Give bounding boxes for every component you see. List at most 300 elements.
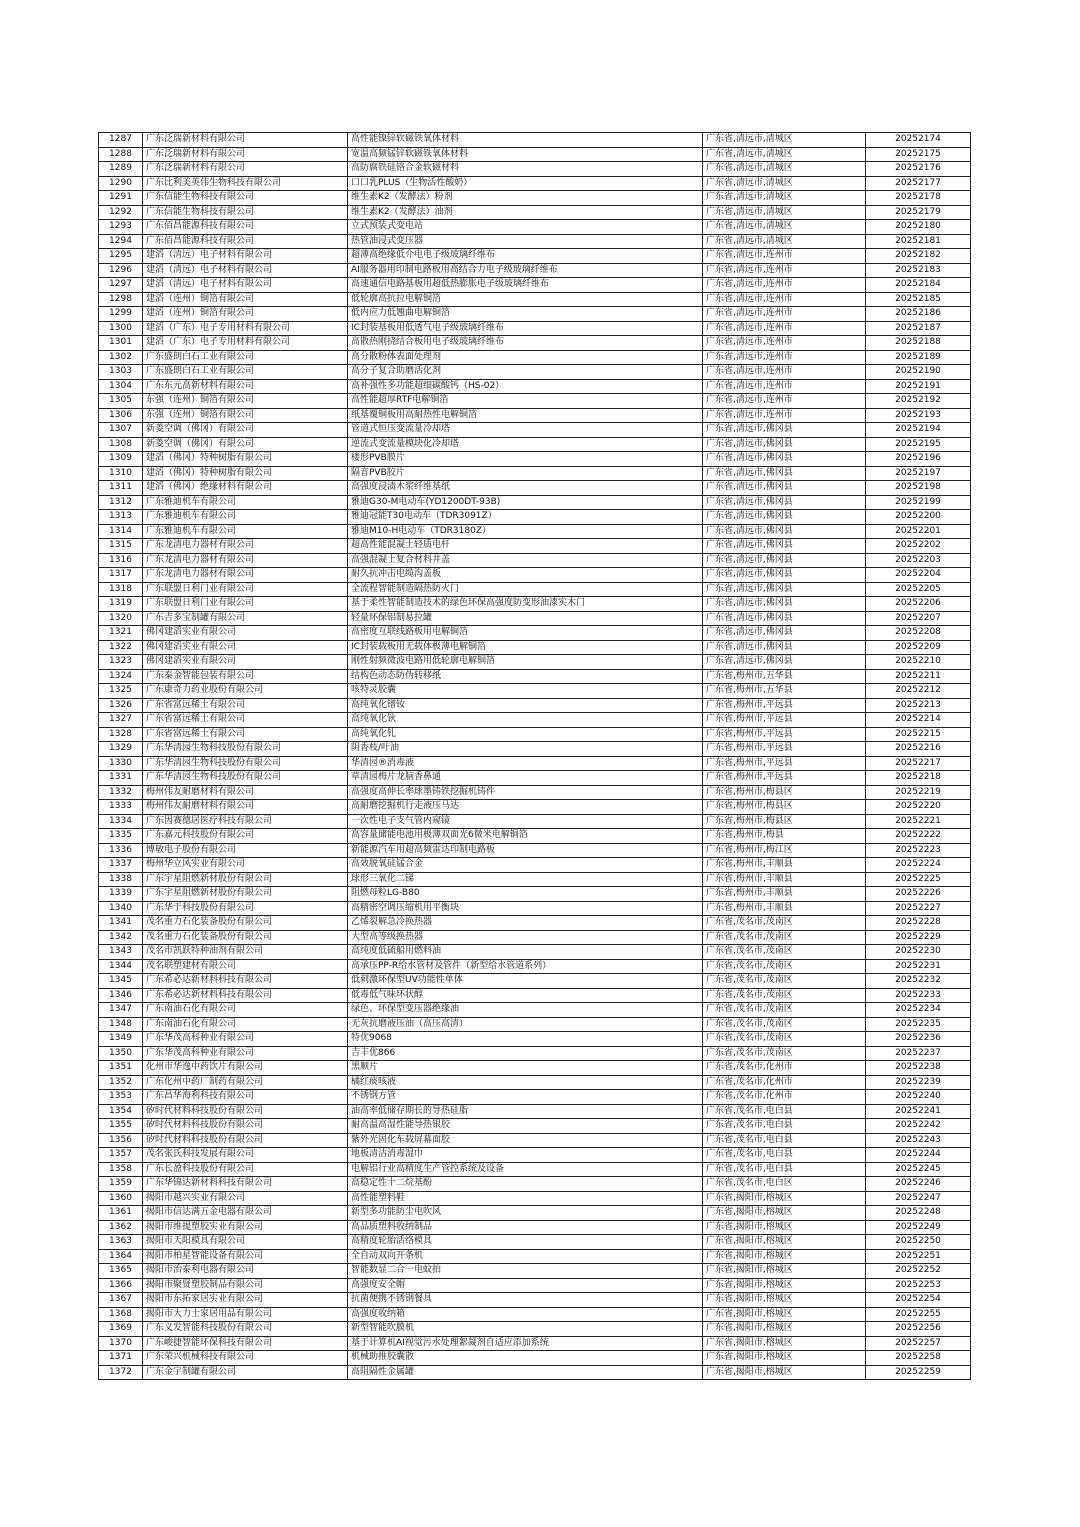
table-row [99, 626, 971, 641]
company-name: 广东龙清电力器材有限公司 [143, 568, 348, 583]
table-row [99, 1090, 971, 1105]
region: 广东省,梅州市,梅县 [703, 829, 866, 844]
row-number: 1344 [99, 959, 143, 974]
row-number: 1358 [99, 1162, 143, 1177]
table-row [99, 785, 971, 800]
table-row [99, 1061, 971, 1076]
table-row [99, 379, 971, 394]
row-number: 1313 [99, 510, 143, 525]
region: 广东省,梅州市,梅县区 [703, 814, 866, 829]
table-row [99, 1235, 971, 1250]
company-name: 广东南油石化有限公司 [143, 1003, 348, 1018]
cert-code: 20252212 [866, 684, 971, 699]
product-name: 轻量环保铝制易拉罐 [348, 611, 703, 626]
cert-code: 20252222 [866, 829, 971, 844]
company-name: 广东宇星阻燃新材股份有限公司 [143, 887, 348, 902]
table-row [99, 713, 971, 728]
cert-code: 20252186 [866, 307, 971, 322]
product-name: 球形三氧化二锑 [348, 872, 703, 887]
company-name: 建滔（清远）电子材料有限公司 [143, 249, 348, 264]
product-name: 高分子复合助磨活化剂 [348, 365, 703, 380]
company-name: 矽时代材料科技股份有限公司 [143, 1133, 348, 1148]
cert-code: 20252200 [866, 510, 971, 525]
region: 广东省,清远市,清城区 [703, 191, 866, 206]
region: 广东省,茂名市,茂南区 [703, 930, 866, 945]
product-name: 大型高等级换热器 [348, 930, 703, 945]
product-name: AI服务器用印制电路板用高结合力电子级玻璃纤维布 [348, 263, 703, 278]
region: 广东省,揭阳市,榕城区 [703, 1264, 866, 1279]
cert-code: 20252257 [866, 1336, 971, 1351]
region: 广东省,清远市,清城区 [703, 133, 866, 148]
row-number: 1367 [99, 1293, 143, 1308]
row-number: 1301 [99, 336, 143, 351]
region: 广东省,清远市,清城区 [703, 147, 866, 162]
cert-code: 20252178 [866, 191, 971, 206]
table-row [99, 1220, 971, 1235]
cert-code: 20252196 [866, 452, 971, 467]
cert-code: 20252232 [866, 974, 971, 989]
row-number: 1348 [99, 1017, 143, 1032]
cert-code: 20252208 [866, 626, 971, 641]
company-name: 建滔（清远）电子材料有限公司 [143, 263, 348, 278]
row-number: 1357 [99, 1148, 143, 1163]
cert-code: 20252259 [866, 1365, 971, 1380]
table-row [99, 684, 971, 699]
region: 广东省,茂名市,茂南区 [703, 1003, 866, 1018]
row-number: 1318 [99, 582, 143, 597]
company-name: 广东华清园生物科技股份有限公司 [143, 742, 348, 757]
product-name: 绿色、环保型变压器绝缘油 [348, 1003, 703, 1018]
row-number: 1339 [99, 887, 143, 902]
company-name: 佛冈建滔实业有限公司 [143, 626, 348, 641]
cert-code: 20252216 [866, 742, 971, 757]
region: 广东省,梅州市,丰顺县 [703, 887, 866, 902]
product-name: 地板清洁消毒湿巾 [348, 1148, 703, 1163]
row-number: 1336 [99, 843, 143, 858]
company-name: 广东华清园生物科技股份有限公司 [143, 771, 348, 786]
table-row [99, 1322, 971, 1337]
region: 广东省,清远市,佛冈县 [703, 611, 866, 626]
table-row [99, 1249, 971, 1264]
row-number: 1327 [99, 713, 143, 728]
product-name: 全自动双向开条机 [348, 1249, 703, 1264]
row-number: 1290 [99, 176, 143, 191]
table-row [99, 495, 971, 510]
row-number: 1369 [99, 1322, 143, 1337]
region: 广东省,揭阳市,榕城区 [703, 1307, 866, 1322]
product-name: 维生素K2（发酵法）油剂 [348, 205, 703, 220]
cert-code: 20252213 [866, 698, 971, 713]
product-name: 紫外光固化车载屏幕面胶 [348, 1133, 703, 1148]
company-name: 建滔（佛冈）特种树脂有限公司 [143, 466, 348, 481]
row-number: 1349 [99, 1032, 143, 1047]
row-number: 1330 [99, 756, 143, 771]
product-name: 低刺激环保型UV功能性单体 [348, 974, 703, 989]
cert-code: 20252214 [866, 713, 971, 728]
cert-code: 20252252 [866, 1264, 971, 1279]
region: 广东省,清远市,清城区 [703, 234, 866, 249]
company-name: 广东佰昌能源科技有限公司 [143, 220, 348, 235]
cert-code: 20252234 [866, 1003, 971, 1018]
product-name: 高分散粉体表面处理剂 [348, 350, 703, 365]
product-name: 高纯氧化钬 [348, 713, 703, 728]
cert-code: 20252205 [866, 582, 971, 597]
company-name: 建滔（广东）电子专用材料有限公司 [143, 321, 348, 336]
table-row [99, 945, 971, 960]
product-name: 高容量储能电池用极薄双面光6微米电解铜箔 [348, 829, 703, 844]
product-name: 高性能塑料鞋 [348, 1191, 703, 1206]
product-name: 新能源汽车用超高频雷达印制电路板 [348, 843, 703, 858]
region: 广东省,揭阳市,榕城区 [703, 1336, 866, 1351]
row-number: 1289 [99, 162, 143, 177]
cert-code: 20252251 [866, 1249, 971, 1264]
company-name: 广东泛瑞新材料有限公司 [143, 162, 348, 177]
table-row [99, 1148, 971, 1163]
row-number: 1328 [99, 727, 143, 742]
region: 广东省,茂名市,电白区 [703, 1177, 866, 1192]
product-name: 橘红痰咳液 [348, 1075, 703, 1090]
table-row [99, 1264, 971, 1279]
region: 广东省,清远市,连州市 [703, 249, 866, 264]
product-name: 高强混凝土复合材料井盖 [348, 553, 703, 568]
company-name: 建滔（广东）电子专用材料有限公司 [143, 336, 348, 351]
region: 广东省,茂名市,茂南区 [703, 916, 866, 931]
region: 广东省,茂名市,茂南区 [703, 988, 866, 1003]
cert-code: 20252190 [866, 365, 971, 380]
cert-code: 20252246 [866, 1177, 971, 1192]
cert-code: 20252206 [866, 597, 971, 612]
row-number: 1351 [99, 1061, 143, 1076]
row-number: 1352 [99, 1075, 143, 1090]
row-number: 1356 [99, 1133, 143, 1148]
company-name: 揭阳市维提塑胶实业有限公司 [143, 1220, 348, 1235]
company-name: 广东因赛德居医疗科技有限公司 [143, 814, 348, 829]
region: 广东省,茂名市,电白县 [703, 1104, 866, 1119]
product-name: 阻燃母粒LG-B80 [348, 887, 703, 902]
table-row [99, 829, 971, 844]
table-row [99, 597, 971, 612]
product-name: 超高性能混凝土轻质电杆 [348, 539, 703, 554]
cert-code: 20252236 [866, 1032, 971, 1047]
region: 广东省,清远市,佛冈县 [703, 466, 866, 481]
product-name: 基于计算机AI视觉污水处理絮凝剂自适应添加系统 [348, 1336, 703, 1351]
table-row [99, 205, 971, 220]
table-row [99, 191, 971, 206]
row-number: 1298 [99, 292, 143, 307]
cert-code: 20252256 [866, 1322, 971, 1337]
row-number: 1316 [99, 553, 143, 568]
company-name: 广东华锦达新材料科技有限公司 [143, 1177, 348, 1192]
company-name: 广东吉多宝制罐有限公司 [143, 611, 348, 626]
table-row [99, 568, 971, 583]
product-name: 一次性电子支气管内窥镜 [348, 814, 703, 829]
company-name: 广东金宇制罐有限公司 [143, 1365, 348, 1380]
company-name: 广东盛朗白石工业有限公司 [143, 350, 348, 365]
product-name: 吉丰优866 [348, 1046, 703, 1061]
company-name: 广东义发智能科技股份有限公司 [143, 1322, 348, 1337]
product-name: 高品质塑料收纳制品 [348, 1220, 703, 1235]
company-name: 佛冈建滔实业有限公司 [143, 640, 348, 655]
region: 广东省,清远市,连州市 [703, 263, 866, 278]
table-row [99, 307, 971, 322]
cert-code: 20252201 [866, 524, 971, 539]
region: 广东省,茂名市,茂南区 [703, 974, 866, 989]
company-name: 建滔（清远）电子材料有限公司 [143, 278, 348, 293]
company-name: 茂名张氏科技发展有限公司 [143, 1148, 348, 1163]
cert-code: 20252219 [866, 785, 971, 800]
company-name: 博敏电子股份有限公司 [143, 843, 348, 858]
company-name: 广东华茂高科种业有限公司 [143, 1032, 348, 1047]
company-name: 揭阳市聚贤塑胶制品有限公司 [143, 1278, 348, 1293]
region: 广东省,清远市,佛冈县 [703, 481, 866, 496]
region: 广东省,揭阳市,榕城区 [703, 1365, 866, 1380]
region: 广东省,茂名市,电白县 [703, 1162, 866, 1177]
region: 广东省,清远市,佛冈县 [703, 539, 866, 554]
region: 广东省,清远市,佛冈县 [703, 524, 866, 539]
region: 广东省,梅州市,平远县 [703, 742, 866, 757]
table-row [99, 640, 971, 655]
region: 广东省,梅州市,丰顺县 [703, 901, 866, 916]
table-row [99, 1177, 971, 1192]
product-name: 机械助推胶囊散 [348, 1351, 703, 1366]
table-row [99, 539, 971, 554]
cert-code: 20252231 [866, 959, 971, 974]
cert-code: 20252198 [866, 481, 971, 496]
company-name: 广东希必达新材料科技有限公司 [143, 988, 348, 1003]
row-number: 1338 [99, 872, 143, 887]
table-row [99, 336, 971, 351]
row-number: 1325 [99, 684, 143, 699]
region: 广东省,梅州市,丰顺县 [703, 858, 866, 873]
company-name: 佛冈建滔实业有限公司 [143, 655, 348, 670]
row-number: 1306 [99, 408, 143, 423]
product-name: 高承压PP-R给水管材及管件（新型给水管道系列） [348, 959, 703, 974]
table-row [99, 858, 971, 873]
row-number: 1311 [99, 481, 143, 496]
cert-code: 20252174 [866, 133, 971, 148]
table-row [99, 901, 971, 916]
table-row [99, 655, 971, 670]
table-row [99, 988, 971, 1003]
table-row [99, 278, 971, 293]
cert-code: 20252247 [866, 1191, 971, 1206]
table-row [99, 1046, 971, 1061]
row-number: 1296 [99, 263, 143, 278]
company-name: 广东雅迪机车有限公司 [143, 524, 348, 539]
company-name: 广东雅迪机车有限公司 [143, 510, 348, 525]
cert-code: 20252211 [866, 669, 971, 684]
region: 广东省,清远市,佛冈县 [703, 437, 866, 452]
company-name: 建滔（连州）铜箔有限公司 [143, 292, 348, 307]
row-number: 1319 [99, 597, 143, 612]
row-number: 1323 [99, 655, 143, 670]
table-row [99, 843, 971, 858]
row-number: 1292 [99, 205, 143, 220]
product-name: 基于柔性智能制造技术的绿色环保高强度防变形油漆实木门 [348, 597, 703, 612]
product-name: 咳特灵胶囊 [348, 684, 703, 699]
product-name: 纸基覆铜板用高耐热性电解铜箔 [348, 408, 703, 423]
row-number: 1343 [99, 945, 143, 960]
company-name: 建滔（佛冈）特种树脂有限公司 [143, 452, 348, 467]
cert-code: 20252199 [866, 495, 971, 510]
region: 广东省,清远市,连州市 [703, 292, 866, 307]
cert-code: 20252238 [866, 1061, 971, 1076]
table-row [99, 1206, 971, 1221]
row-number: 1368 [99, 1307, 143, 1322]
region: 广东省,清远市,清城区 [703, 220, 866, 235]
row-number: 1332 [99, 785, 143, 800]
table-row [99, 133, 971, 148]
table-row [99, 800, 971, 815]
table-row [99, 872, 971, 887]
region: 广东省,茂名市,化州市 [703, 1090, 866, 1105]
region: 广东省,清远市,佛冈县 [703, 510, 866, 525]
cert-code: 20252253 [866, 1278, 971, 1293]
product-name: 隔音PVB胶片 [348, 466, 703, 481]
row-number: 1291 [99, 191, 143, 206]
product-name: 雅迪冠能T30电动车（TDR3091Z） [348, 510, 703, 525]
cert-code: 20252223 [866, 843, 971, 858]
company-name: 揭阳市东拓家居实业有限公司 [143, 1293, 348, 1308]
product-name: 乙烯裂解急冷换热器 [348, 916, 703, 931]
company-name: 广东泰金智能包装有限公司 [143, 669, 348, 684]
row-number: 1294 [99, 234, 143, 249]
region: 广东省,揭阳市,榕城区 [703, 1249, 866, 1264]
cert-code: 20252241 [866, 1104, 971, 1119]
product-name: 高强度高伸长率球墨铸铁挖掘机铸件 [348, 785, 703, 800]
row-number: 1322 [99, 640, 143, 655]
table-row [99, 916, 971, 931]
cert-code: 20252207 [866, 611, 971, 626]
product-name: 高耐磨挖掘机行走液压马达 [348, 800, 703, 815]
row-number: 1312 [99, 495, 143, 510]
table-row [99, 930, 971, 945]
company-name: 建滔（连州）铜箔有限公司 [143, 307, 348, 322]
region: 广东省,梅州市,平远县 [703, 713, 866, 728]
product-name: 高阻隔性金属罐 [348, 1365, 703, 1380]
cert-code: 20252194 [866, 423, 971, 438]
row-number: 1347 [99, 1003, 143, 1018]
table-row [99, 1336, 971, 1351]
cert-code: 20252220 [866, 800, 971, 815]
cert-code: 20252179 [866, 205, 971, 220]
row-number: 1372 [99, 1365, 143, 1380]
cert-code: 20252180 [866, 220, 971, 235]
region: 广东省,清远市,佛冈县 [703, 452, 866, 467]
cert-code: 20252258 [866, 1351, 971, 1366]
region: 广东省,茂名市,茂南区 [703, 959, 866, 974]
table-row [99, 234, 971, 249]
cert-code: 20252204 [866, 568, 971, 583]
product-name: IC封装载板用无载体极薄电解铜箔 [348, 640, 703, 655]
product-name: 高稳定性十二烷基酚 [348, 1177, 703, 1192]
row-number: 1300 [99, 321, 143, 336]
table-row [99, 771, 971, 786]
product-name: 耐高温高湿性能导热银胶 [348, 1119, 703, 1134]
company-name: 茂名重力石化装备股份有限公司 [143, 916, 348, 931]
region: 广东省,清远市,连州市 [703, 379, 866, 394]
row-number: 1326 [99, 698, 143, 713]
company-name: 广东龙清电力器材有限公司 [143, 553, 348, 568]
region: 广东省,揭阳市,榕城区 [703, 1278, 866, 1293]
table-row [99, 437, 971, 452]
row-number: 1299 [99, 307, 143, 322]
company-name: 广东泛瑞新材料有限公司 [143, 133, 348, 148]
cert-code: 20252233 [866, 988, 971, 1003]
table-row [99, 1365, 971, 1380]
table-row [99, 1133, 971, 1148]
row-number: 1309 [99, 452, 143, 467]
product-name: 低轮廓高抗拉电解铜箔 [348, 292, 703, 307]
row-number: 1353 [99, 1090, 143, 1105]
company-name: 广东信能生物科技有限公司 [143, 205, 348, 220]
product-name: 阴香枝/叶油 [348, 742, 703, 757]
product-name: 结构色动态防伪转移纸 [348, 669, 703, 684]
cert-code: 20252227 [866, 901, 971, 916]
region: 广东省,茂名市,化州市 [703, 1061, 866, 1076]
company-name: 广东省富远稀土有限公司 [143, 727, 348, 742]
region: 广东省,清远市,佛冈县 [703, 568, 866, 583]
table-row [99, 727, 971, 742]
product-name: 抗菌便携不锈钢餐具 [348, 1293, 703, 1308]
company-name: 广东联盟日利门业有限公司 [143, 597, 348, 612]
cert-code: 20252255 [866, 1307, 971, 1322]
product-name: 高精密空调压缩机用平衡块 [348, 901, 703, 916]
cert-code: 20252217 [866, 756, 971, 771]
region: 广东省,清远市,连州市 [703, 408, 866, 423]
row-number: 1370 [99, 1336, 143, 1351]
product-name: 高密度互联线路板用电解铜箔 [348, 626, 703, 641]
region: 广东省,揭阳市,榕城区 [703, 1235, 866, 1250]
table-row [99, 394, 971, 409]
row-number: 1314 [99, 524, 143, 539]
cert-code: 20252215 [866, 727, 971, 742]
company-name: 茂名重力石化装备股份有限公司 [143, 930, 348, 945]
region: 广东省,梅州市,五华县 [703, 669, 866, 684]
region: 广东省,清远市,连州市 [703, 336, 866, 351]
region: 广东省,茂名市,茂南区 [703, 1046, 866, 1061]
product-name: 特优9068 [348, 1032, 703, 1047]
region: 广东省,清远市,佛冈县 [703, 495, 866, 510]
row-number: 1341 [99, 916, 143, 931]
table-row [99, 408, 971, 423]
product-name: 高强度收纳箱 [348, 1307, 703, 1322]
company-name: 广东龙清电力器材有限公司 [143, 539, 348, 554]
region: 广东省,清远市,佛冈县 [703, 640, 866, 655]
cert-code: 20252248 [866, 1206, 971, 1221]
product-name: 低毒低气味环状醇 [348, 988, 703, 1003]
product-name: 无灰抗磨液压油（高压高清） [348, 1017, 703, 1032]
company-name: 矽时代材料科技股份有限公司 [143, 1119, 348, 1134]
company-name: 广东泛瑞新材料有限公司 [143, 147, 348, 162]
product-name: 高效脱氧硅锰合金 [348, 858, 703, 873]
company-name: 广东希必达新材料科技有限公司 [143, 974, 348, 989]
company-name: 广东省富远稀土有限公司 [143, 713, 348, 728]
cert-code: 20252239 [866, 1075, 971, 1090]
product-name: 高强度浸渍木浆纤维基纸 [348, 481, 703, 496]
region: 广东省,揭阳市,榕城区 [703, 1220, 866, 1235]
product-name: 超薄高绝缘低介电电子级玻璃纤维布 [348, 249, 703, 264]
company-name: 广东省富远稀土有限公司 [143, 698, 348, 713]
region: 广东省,茂名市,电白县 [703, 1119, 866, 1134]
region: 广东省,揭阳市,榕城区 [703, 1206, 866, 1221]
product-name: 高补强性多功能超细碳酸钙（HS-02） [348, 379, 703, 394]
row-number: 1371 [99, 1351, 143, 1366]
row-number: 1363 [99, 1235, 143, 1250]
cert-code: 20252184 [866, 278, 971, 293]
cert-code: 20252244 [866, 1148, 971, 1163]
table-row [99, 350, 971, 365]
